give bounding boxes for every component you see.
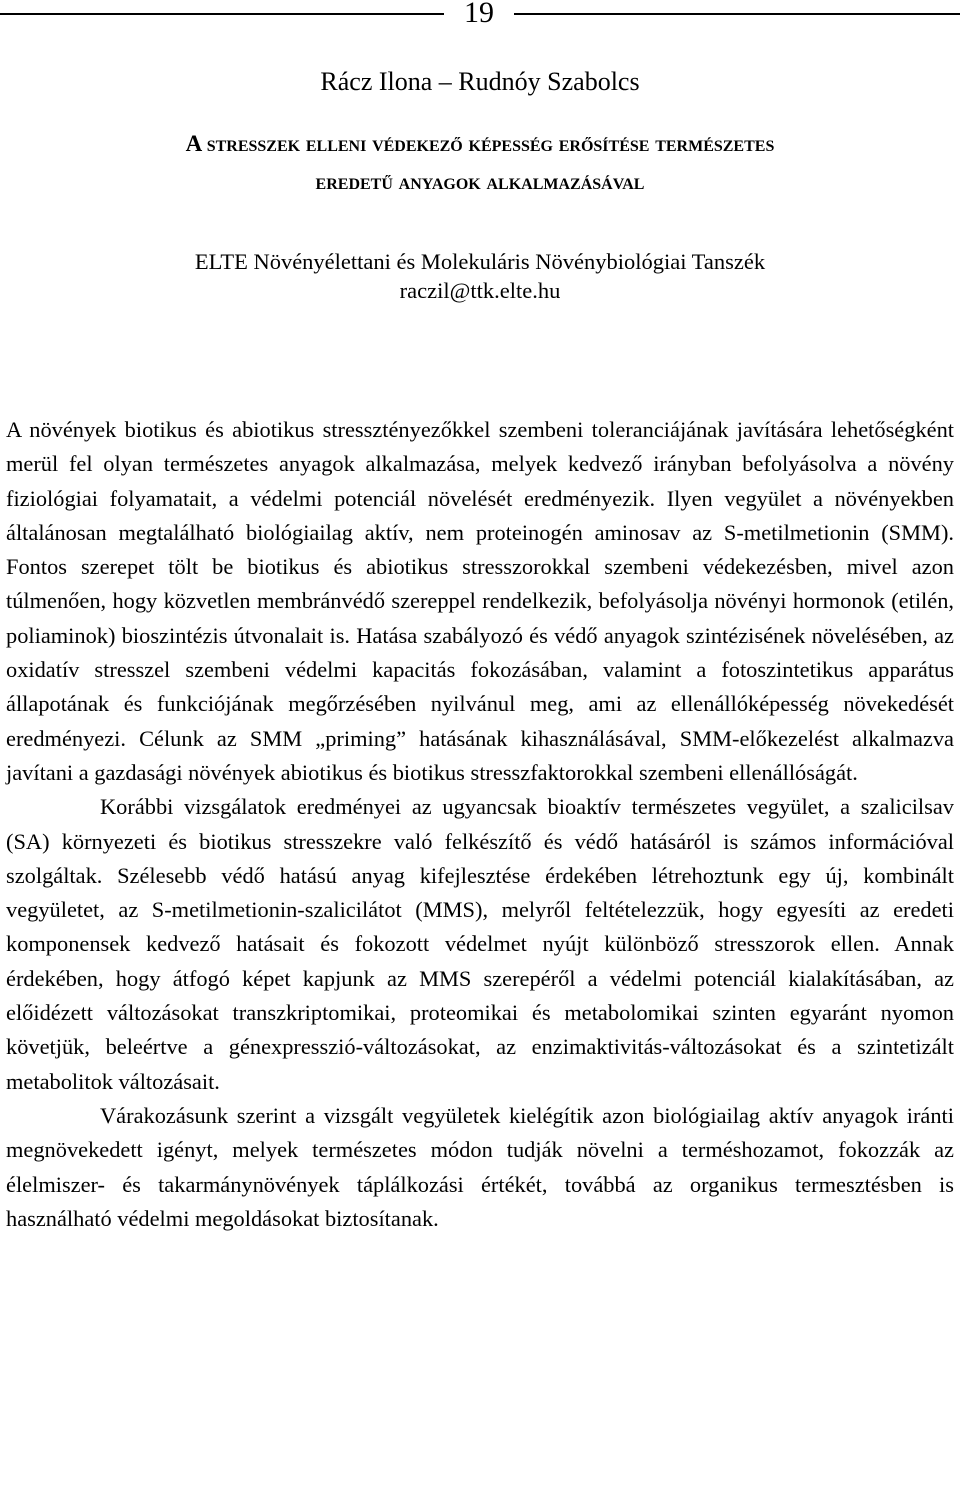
article-title bbox=[0, 125, 960, 201]
header-rule-right bbox=[514, 13, 960, 15]
page-header bbox=[0, 0, 960, 32]
email: raczil@ttk.elte.hu bbox=[399, 278, 561, 303]
paragraph-2: Korábbi vizsgálatok eredményei az ugyancsak bioaktív természetes vegyület, a szalicilsav (SA) környezeti és biotikus stresszekre való felkészítő és védő hatásáról is számos információval szolgáltak. Szélesebb védő hatású anyag kifejlesztése érdekében létrehoztunk egy új, kombinált vegyületet, az S-metilmetionin-szalicilátot (MMS), melyről feltételezzük, hogy egyesíti az eredeti komponensek kedvező hatásait és fokozott védelmet nyújt különböző stresszorok ellen. Annak érdekében, hogy átfogó képet kapjunk az MMS szerepéről a védelmi potenciál kialakításában, az előidézett változásokat transzkriptomikai, proteomikai és metabolomikai szinten egyaránt nyomon követjük, beleértve a génexpresszió-változásokat, az enzimaktivitás-változásokat és a szintetizált metabolitok változásait. bbox=[6, 794, 954, 1094]
header-rule-left bbox=[0, 13, 444, 15]
authors: Rácz Ilona – Rudnóy Szabolcs bbox=[320, 67, 640, 96]
page-number: 19 bbox=[464, 0, 494, 29]
affiliation bbox=[0, 247, 960, 305]
institution: ELTE Növényélettani és Molekuláris Növénybiológiai Tanszék bbox=[194, 249, 766, 274]
paragraph-3: Várakozásunk szerint a vizsgált vegyületek kielégítik azon biológiailag aktív anyagok iránti megnövekedett igényt, melyek természetes módon tudják növelni a terméshozamot, fokozzák az élelmiszer- és takarmánynövények táplálkozási értékét, továbbá az organikus termesztésben is használható védelmi megoldásokat biztosítanak. bbox=[6, 1102, 954, 1231]
title-line-2: eredetű anyagok alkalmazásával bbox=[315, 169, 645, 194]
title-line-1: A stresszek elleni védekező képesség erősítése természetes bbox=[185, 131, 775, 156]
abstract-body bbox=[6, 413, 954, 1236]
paragraph-1: A növények biotikus és abiotikus stressztényezőkkel szembeni toleranciájának javítására lehetőségként merül fel olyan természetes anyagok alkalmazása, melyek kedvező irányban befolyásolva a növény fiziológiai folyamatait, a védelmi potenciál növelését eredményezik. Ilyen vegyület a növényekben általánosan megtalálható biológiailag aktív, nem proteinogén aminosav az S-metilmetionin (SMM). Fontos szerepet tölt be biotikus és abiotikus stresszorokkal szembeni védekezésben, mivel azon túlmenően, hogy közvetlen membránvédő szereppel rendelkezik, befolyásolja növényi hormonok (etilén, poliaminok) bioszintézis útvonalait is. Hatása szabályozó és védő anyagok szintézisének növelésében, az oxidatív stresszel szembeni védelmi kapacitás fokozásában, valamint a fotoszintetikus apparátus állapotának és funkciójának megőrzésében nyilvánul meg, ami az ellenállóképesség növekedését eredményezi. Célunk az SMM „priming” hatásának kihasználásával, SMM-előkezelést alkalmazva javítani a gazdasági növények abiotikus és biotikus stresszfaktorokkal szembeni ellenállóságát. bbox=[6, 417, 954, 785]
